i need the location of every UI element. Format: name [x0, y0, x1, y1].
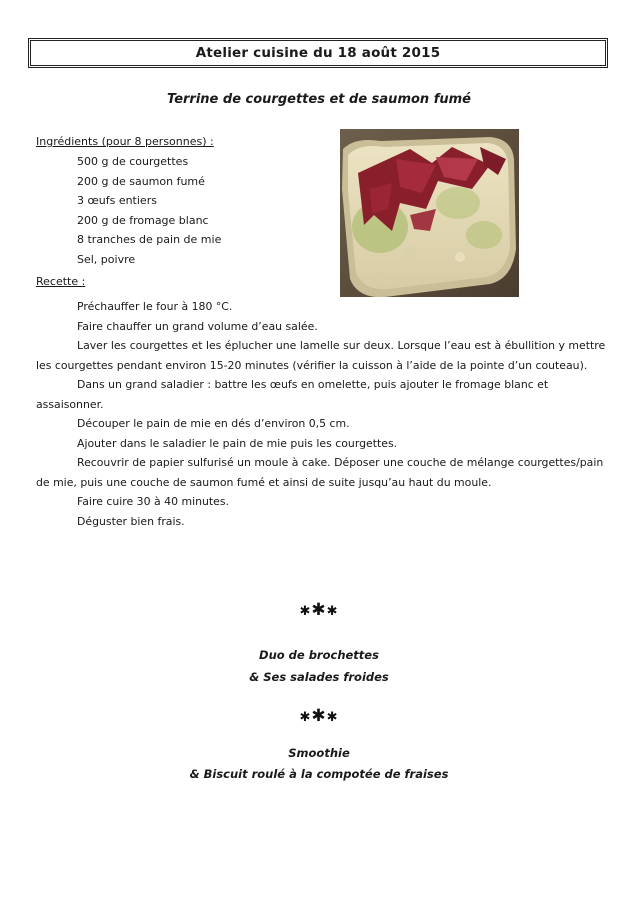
ingredient-item: Sel, poivre [77, 252, 136, 266]
menu-dish-1-subtitle: & Ses salades froides [249, 670, 389, 684]
ingredient-item: 200 g de saumon fumé [77, 174, 205, 188]
method-step: Préchauffer le four à 180 °C. [77, 300, 233, 313]
header-box [28, 38, 608, 68]
method-step: Recouvrir de papier sulfurisé un moule à cake. Déposer une couche de mélange courgettes/pain de mie, puis une couche de saumon fumé et ainsi de suite jusqu’au haut du moule. [36, 456, 604, 489]
menu-dish-1-title: Duo de brochettes [259, 648, 379, 662]
terrine-photo [340, 129, 519, 297]
ingredient-item: 3 œufs entiers [77, 194, 157, 207]
method-step: Laver les courgettes et les éplucher une lamelle sur deux. Lorsque l’eau est à ébullition y mettre les courgettes pendant environ 15-20 minutes (vérifier la cuisson à l’aide de la pointe d’un couteau). [36, 339, 606, 372]
menu-dish-2-subtitle: & Biscuit roulé à la compotée de fraises [189, 767, 449, 781]
ingredient-item: 500 g de courgettes [77, 155, 189, 168]
method-step: Ajouter dans le saladier le pain de mie puis les courgettes. [77, 436, 398, 450]
ingredients-label: Ingrédients (pour 8 personnes) : [36, 135, 214, 148]
ingredient-item: 8 tranches de pain de mie [77, 233, 222, 246]
method-step: Déguster bien frais. [77, 514, 185, 528]
method-step: Faire cuire 30 à 40 minutes. [77, 495, 229, 508]
ingredients-list [77, 152, 221, 269]
method-step: Dans un grand saladier : battre les œufs en omelette, puis ajouter le fromage blanc et assaisonner. [36, 378, 549, 411]
method-step: Faire chauffer un grand volume d’eau salée. [77, 319, 318, 333]
method-label: Recette : [36, 275, 86, 288]
star-divider-icon: ✱✱✱ [299, 600, 339, 620]
star-divider-icon: ✱✱✱ [299, 706, 339, 726]
recipe-title: Terrine de courgettes et de saumon fumé [167, 92, 471, 107]
menu-dish-2-title: Smoothie [288, 746, 350, 760]
method-step: Découper le pain de mie en dés d’environ 0,5 cm. [77, 417, 350, 430]
ingredient-item: 200 g de fromage blanc [77, 213, 209, 227]
terrine-photo-image [340, 129, 519, 297]
page-title: Atelier cuisine du 18 août 2015 [195, 45, 441, 61]
method-steps [36, 297, 606, 531]
